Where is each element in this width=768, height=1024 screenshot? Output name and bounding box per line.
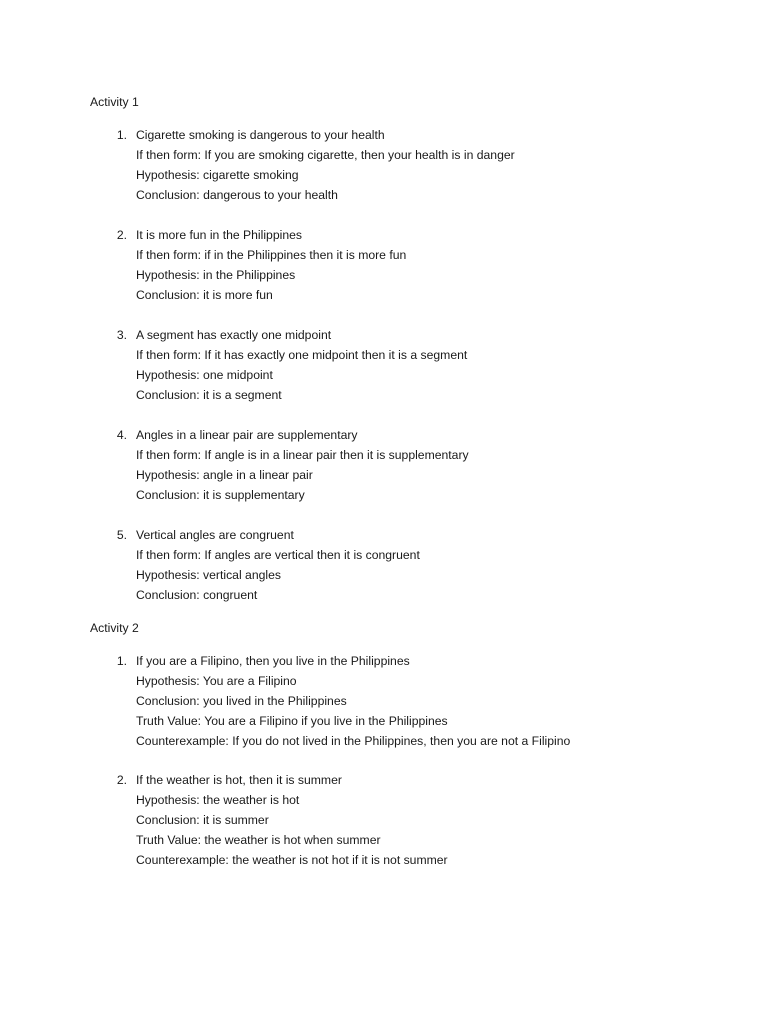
item-number: 4. [116, 428, 127, 442]
item-conclusion: Conclusion: it is supplementary [136, 488, 305, 502]
item-hypothesis: Hypothesis: in the Philippines [136, 268, 296, 282]
item-number: 5. [116, 528, 127, 542]
item-hypothesis: Hypothesis: the weather is hot [136, 793, 300, 807]
item-lines [136, 227, 756, 307]
item-counterexample: Counterexample: If you do not lived in the Philippines, then you are not a Filipino [136, 734, 571, 748]
item-if-then: If then form: If angle is in a linear pair then it is supplementary [136, 448, 469, 462]
activity-2-heading: Activity 2 [90, 621, 139, 635]
item-conclusion: Conclusion: congruent [136, 588, 258, 602]
item-statement: If the weather is hot, then it is summer [136, 773, 342, 787]
item-conclusion: Conclusion: you lived in the Philippines [136, 694, 347, 708]
item-conclusion: Conclusion: it is more fun [136, 288, 273, 302]
item-counterexample: Counterexample: the weather is not hot if it is not summer [136, 853, 448, 867]
item-truth-value: Truth Value: the weather is hot when summer [136, 833, 381, 847]
item-conclusion: Conclusion: dangerous to your health [136, 188, 338, 202]
item-hypothesis: Hypothesis: cigarette smoking [136, 168, 299, 182]
item-statement: Vertical angles are congruent [136, 528, 294, 542]
item-statement: If you are a Filipino, then you live in the Philippines [136, 654, 410, 668]
item-conclusion: Conclusion: it is a segment [136, 388, 282, 402]
item-conclusion: Conclusion: it is summer [136, 813, 269, 827]
item-number: 2. [116, 228, 127, 242]
item-statement: Angles in a linear pair are supplementary [136, 428, 358, 442]
item-number: 1. [116, 654, 127, 668]
item-if-then: If then form: If angles are vertical then it is congruent [136, 548, 420, 562]
item-statement: Cigarette smoking is dangerous to your health [136, 128, 385, 142]
item-statement: It is more fun in the Philippines [136, 228, 302, 242]
item-hypothesis: Hypothesis: one midpoint [136, 368, 273, 382]
item-hypothesis: Hypothesis: angle in a linear pair [136, 468, 313, 482]
item-if-then: If then form: if in the Philippines then it is more fun [136, 248, 407, 262]
item-truth-value: Truth Value: You are a Filipino if you live in the Philippines [136, 714, 448, 728]
item-lines [136, 527, 756, 607]
item-lines [136, 427, 756, 507]
item-number: 2. [116, 773, 127, 787]
item-number: 1. [116, 128, 127, 142]
item-statement: A segment has exactly one midpoint [136, 328, 332, 342]
item-lines [136, 653, 756, 753]
item-number: 3. [116, 328, 127, 342]
item-lines [136, 127, 756, 207]
item-hypothesis: Hypothesis: vertical angles [136, 568, 281, 582]
item-if-then: If then form: If it has exactly one midpoint then it is a segment [136, 348, 468, 362]
activity-1-heading: Activity 1 [90, 95, 139, 109]
item-if-then: If then form: If you are smoking cigarette, then your health is in danger [136, 148, 515, 162]
item-lines [136, 327, 756, 407]
item-hypothesis: Hypothesis: You are a Filipino [136, 674, 297, 688]
item-lines [136, 772, 756, 872]
